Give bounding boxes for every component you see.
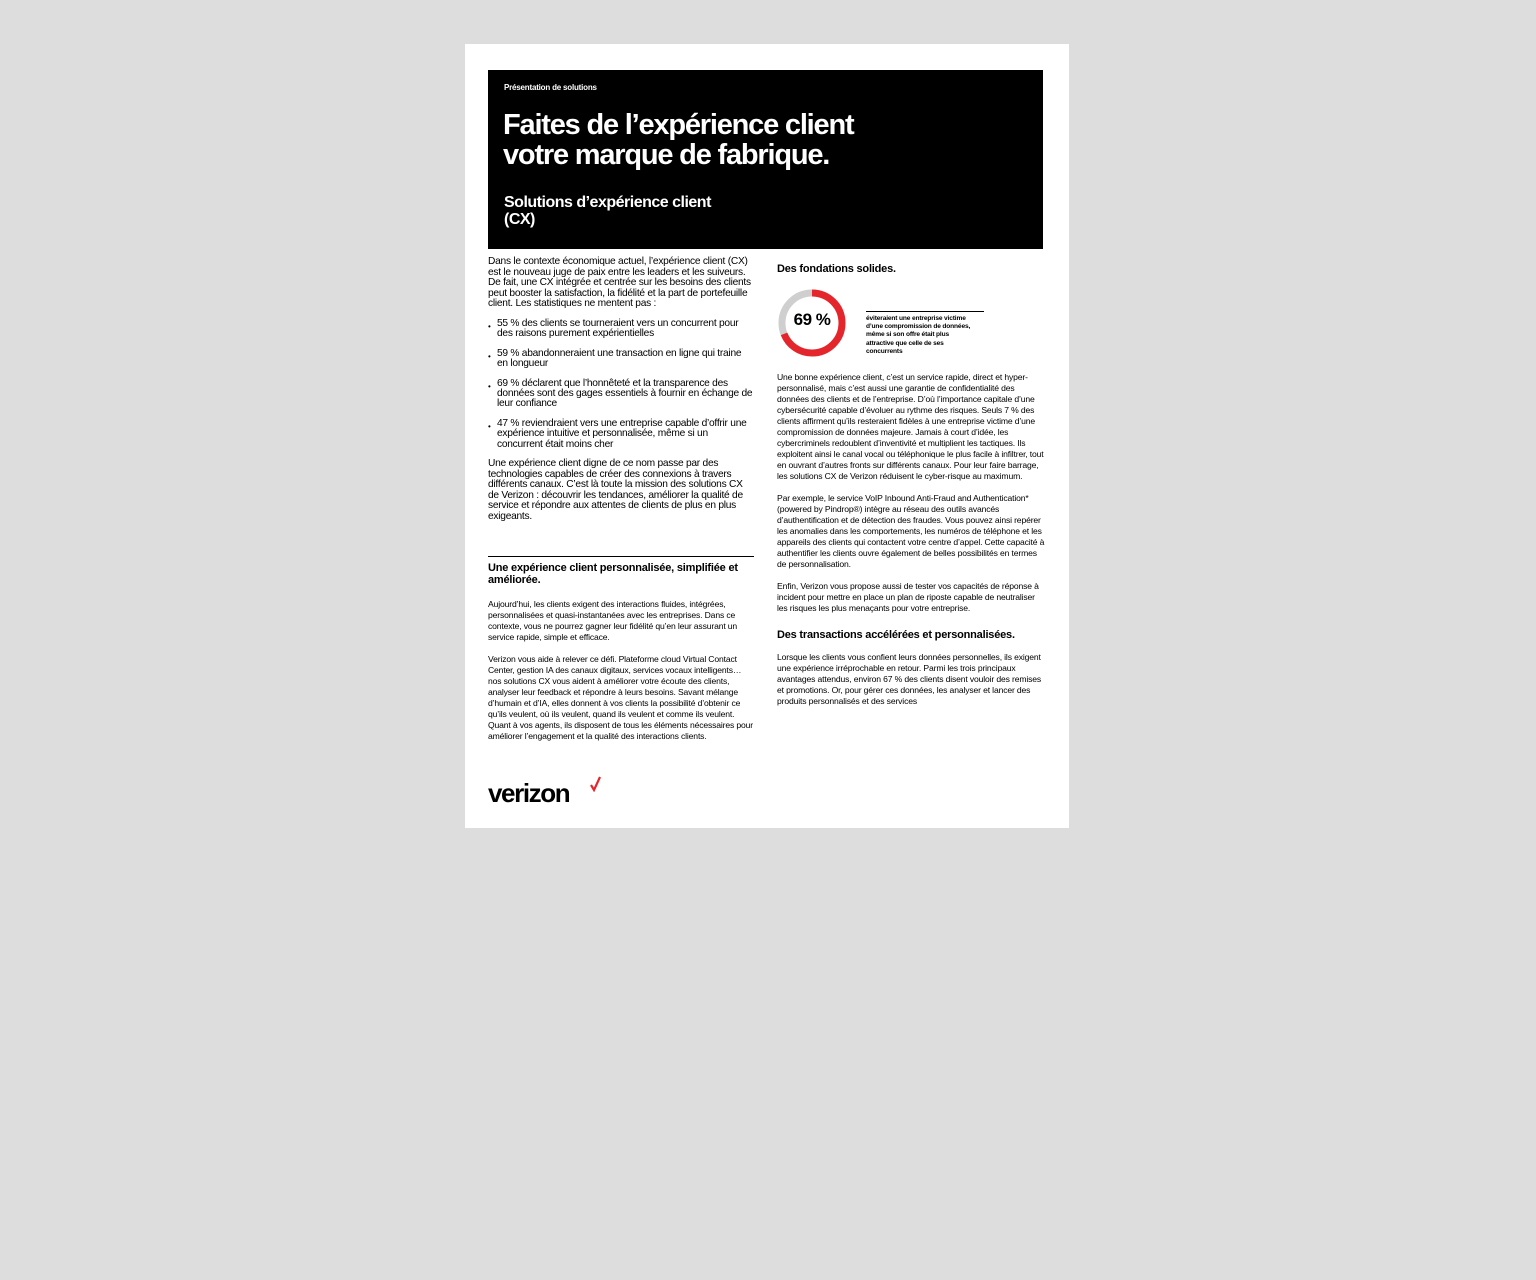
- body-paragraph: Par exemple, le service VoIP Inbound Anti-Fraud and Authentication* (powered by Pindrop®) intègre au réseau des outils avancés d’authentification et de détection des fraudes. Vous pouvez ainsi repérer les anomalies dans les comportements, les numéros de téléphone et les appareils des clients qui contactent votre centre d’appel. Cette capacité à authentifier les clients ouvre également de belles possibilités en termes de personnalisation.: [777, 492, 1045, 569]
- hero-banner: [488, 70, 1043, 249]
- stats-list: [488, 319, 754, 450]
- right-column: [777, 264, 1045, 707]
- intro-paragraph: Dans le contexte économique actuel, l’expérience client (CX) est le nouveau juge de paix entre les leaders et les suiveurs. De fait, une CX intégrée et centrée sur les besoins des clients peut booster la satisfaction, la fidélité et la part de portefeuille client. Les statistiques ne mentent pas :: [488, 256, 751, 310]
- bullet-icon: •: [488, 321, 491, 331]
- cx-section: [488, 563, 754, 742]
- bullet-icon: •: [488, 421, 491, 431]
- donut-value-label: 69 %: [793, 309, 831, 329]
- page-subtitle: Solutions d’expérience client (CX): [504, 194, 711, 228]
- verizon-logo: verizon: [488, 778, 569, 809]
- section-heading: Une expérience client personnalisée, simplifiée et améliorée.: [488, 562, 738, 586]
- section-paragraph: Aujourd’hui, les clients exigent des interactions fluides, intégrées, personnalisées et quasi-instantanées avec les entreprises. Dans ce contexte, vous ne pourrez gagner leur fidélité qu’en leur assurant un service rapide, simple et efficace.: [488, 599, 738, 642]
- list-item: • 59 % abandonneraient une transaction en ligne qui traine en longueur: [488, 347, 742, 370]
- list-item: • 55 % des clients se tourneraient vers un concurrent pour des raisons purement expérientielles: [488, 317, 739, 340]
- body-paragraph: Une bonne expérience client, c’est un service rapide, direct et hyper-personnalisé, mais c’est aussi une garantie de confidentialité des données des clients et de l’entreprise. D’où l’importance capitale d’une cybersécurité capable d’évoluer au rythme des risques. Seuls 7 % des clients affirment qu’ils resteraient fidèles à une entreprise victime d’une compromission de données majeure. Jamais à court d’idée, les cybercriminels redoublent d’inventivité et multiplient les tactiques. Ils exploitent ainsi le canal vocal ou téléphonique le plus facile à infiltrer, tout en ouvrant d’autres fronts sur différents canaux. Pour leur faire barrage, les solutions CX de Verizon réduisent le cyber-risque au maximum.: [777, 371, 1044, 481]
- list-item: • 47 % reviendraient vers une entreprise capable d’offrir une expérience intuitive et personnalisée, même si un concurrent était moins cher: [488, 417, 747, 450]
- page-title: Faites de l’expérience client votre marque de fabrique.: [503, 109, 854, 171]
- bullet-icon: •: [488, 381, 491, 391]
- bullet-icon: •: [488, 351, 491, 361]
- callout-rule: [866, 311, 984, 312]
- section-divider: [488, 556, 754, 557]
- list-item: • 69 % déclarent que l’honnêteté et la transparence des données sont des gages essentiels à fournir en échange de leur confiance: [488, 377, 753, 410]
- section-heading: Des fondations solides.: [777, 263, 896, 275]
- donut-caption: éviteraient une entreprise victime d’une compromission de données, même si son offre était plus attractive que celle de ses concurrents: [866, 314, 971, 356]
- document-page: [465, 44, 1069, 828]
- intro-paragraph-2: Une expérience client digne de ce nom passe par des technologies capables de créer des connexions à travers différents canaux. C’est là toute la mission des solutions CX de Verizon : découvrir les tendances, améliorer la qualité de service et répondre aux attentes de clients de plus en plus exigeants.: [488, 458, 743, 522]
- left-column: [488, 257, 754, 523]
- eyebrow: Présentation de solutions: [504, 83, 597, 92]
- section-paragraph: Verizon vous aide à relever ce défi. Plateforme cloud Virtual Contact Center, gestion IA des canaux digitaux, services vocaux intelligents… nos solutions CX vous aident à améliorer votre écoute des clients, analyser leur feedback et répondre à leurs besoins. Savant mélange d’humain et d’IA, elles donnent à vos clients la possibilité d’obtenir ce qu’ils veulent, où ils veulent, quand ils veulent et comme ils veulent. Quant à vos agents, ils disposent de tous les éléments nécessaires pour améliorer l’engagement et la qualité des interactions clients.: [488, 654, 753, 741]
- body-paragraph: Enfin, Verizon vous propose aussi de tester vos capacités de réponse à incident pour mettre en place un plan de riposte capable de neutraliser les risques les plus menaçants pour votre entreprise.: [777, 580, 1039, 613]
- body-paragraph: Lorsque les clients vous confient leurs données personnelles, ils exigent une expérience irréprochable en retour. Parmi les trois principaux avantages attendus, environ 67 % des clients disent vouloir des remises et promotions. Or, pour gérer ces données, les analyser et lancer des produits personnalisés et des services: [777, 652, 1042, 706]
- section-heading: Des transactions accélérées et personnalisées.: [777, 628, 1015, 641]
- stat-callout: [777, 288, 1045, 372]
- checkmark-icon: [590, 776, 601, 792]
